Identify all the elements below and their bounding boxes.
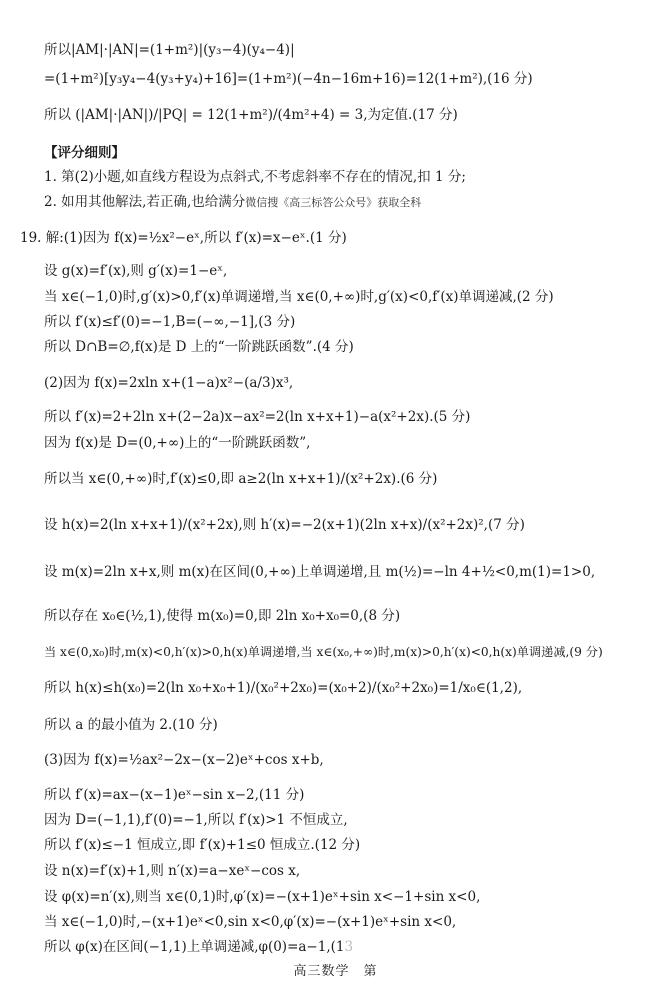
line-l01: 所以|AM|·|AN|=(1+m²)|(y₃−4)(y₄−4)| — [44, 42, 295, 58]
line-l08: 设 g(x)=f′(x),则 g′(x)=1−eˣ, — [44, 263, 228, 279]
line-l22: (3)因为 f(x)=½ax²−2x−(x−2)eˣ+cos x+b, — [44, 752, 324, 768]
line-l18: 所以存在 x₀∈(½,1),使得 m(x₀)=0,即 2ln x₀+x₀=0,(8 分) — [44, 608, 401, 624]
line-l29 — [44, 938, 353, 956]
line-l09: 当 x∈(−1,0)时,g′(x)>0,f′(x)单调递增,当 x∈(0,+∞)时,g′(x)<0,f′(x)单调递减,(2 分) — [44, 289, 554, 305]
line-l19: 当 x∈(0,x₀)时,m(x)<0,h′(x)>0,h(x)单调递增,当 x∈(x₀,+∞)时,m(x)>0,h′(x)<0,h(x)单调递减,(9 分) — [44, 645, 603, 659]
line-l05: 1. 第(2)小题,如直线方程设为点斜式,不考虑斜率不存在的情况,扣 1 分; — [44, 169, 466, 185]
line-l11: 所以 D∩B=∅,f(x)是 D 上的“一阶跳跃函数”.(4 分) — [44, 339, 354, 355]
line-l06-text: 2. 如用其他解法,若正确,也给满分 — [44, 194, 246, 210]
line-l14: 因为 f(x)是 D=(0,+∞)上的“一阶跳跃函数”, — [44, 435, 311, 451]
line-l29-faded: 3 — [344, 939, 354, 955]
line-l21: 所以 a 的最小值为 2.(10 分) — [44, 717, 218, 733]
line-l29-text: 所以 φ(x)在区间(−1,1)上单调递减,φ(0)=a−1,(1 — [44, 939, 345, 955]
line-l12: (2)因为 f(x)=2xln x+(1−a)x²−(a/3)x³, — [44, 375, 294, 391]
line-l10: 所以 f′(x)≤f′(0)=−1,B=(−∞,−1],(3 分) — [44, 314, 296, 330]
line-l13: 所以 f′(x)=2+2ln x+(2−2a)x−ax²=2(ln x+x+1)−a(x²+2x).(5 分) — [44, 409, 471, 425]
line-l20: 所以 h(x)≤h(x₀)=2(ln x₀+x₀+1)/(x₀²+2x₀)=(x₀+2)/(x₀²+2x₀)=1/x₀∈(1,2), — [44, 680, 523, 696]
line-l24: 因为 D=(−1,1),f′(0)=−1,所以 f′(x)>1 不恒成立, — [44, 812, 348, 828]
line-l07: 19. 解:(1)因为 f(x)=½x²−eˣ,所以 f′(x)=x−eˣ.(1 分) — [20, 230, 347, 246]
watermark-text: 微信搜《高三标答公众号》获取全科 — [245, 196, 422, 209]
section-heading: 【评分细则】 — [44, 145, 125, 161]
line-l25: 所以 f′(x)≤−1 恒成立,即 f′(x)+1≤0 恒成立.(12 分) — [44, 837, 361, 853]
line-l23: 所以 f′(x)=ax−(x−1)eˣ−sin x−2,(11 分) — [44, 787, 305, 803]
line-l28: 当 x∈(−1,0)时,−(x+1)eˣ<0,sin x<0,φ′(x)=−(x+1)eˣ+sin x<0, — [44, 914, 457, 930]
page-footer: 高三数学 第 — [293, 964, 378, 979]
line-l27: 设 φ(x)=n′(x),则当 x∈(0,1)时,φ′(x)=−(x+1)eˣ+sin x<−1+sin x<0, — [44, 889, 481, 905]
line-l03: 所以 (|AM|·|AN|)/|PQ| = 12(1+m²)/(4m²+4) = 3,为定值.(17 分) — [44, 107, 458, 123]
line-l15: 所以当 x∈(0,+∞)时,f′(x)≤0,即 a≥2(ln x+x+1)/(x²+2x).(6 分) — [44, 471, 438, 487]
line-l02: =(1+m²)[y₃y₄−4(y₃+y₄)+16]=(1+m²)(−4n−16m+16)=12(1+m²),(16 分) — [44, 71, 533, 87]
line-l26: 设 n(x)=f′(x)+1,则 n′(x)=a−xeˣ−cos x, — [44, 863, 301, 879]
line-l16: 设 h(x)=2(ln x+x+1)/(x²+2x),则 h′(x)=−2(x+1)(2ln x+x)/(x²+2x)²,(7 分) — [44, 517, 525, 533]
line-l17: 设 m(x)=2ln x+x,则 m(x)在区间(0,+∞)上单调递增,且 m(½)=−ln 4+½<0,m(1)=1>0, — [44, 564, 596, 580]
line-l06 — [44, 193, 421, 212]
